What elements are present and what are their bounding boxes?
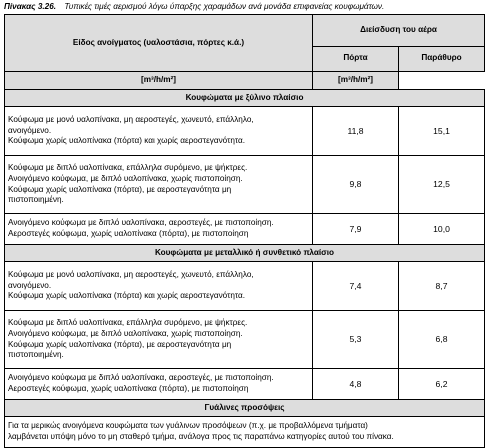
door-value: 9,8 <box>313 156 399 214</box>
header-unit-window: [m³/h/m²] <box>313 72 399 90</box>
row-description <box>5 262 313 311</box>
caption-text: Τυπικές τιμές αερισμού λόγω ύπαρξης χαραμάδων ανά μονάδα επιφανείας κουφωμάτων. <box>64 2 385 11</box>
window-value: 15,1 <box>399 107 485 156</box>
window-value: 10,0 <box>399 214 485 245</box>
description-line: Κούφωμα με διπλό υαλοπίνακα, επάλληλα συρόμενο, με ψήκτρες. <box>8 163 248 173</box>
caption-number: Πίνακας 3.26. <box>4 2 57 11</box>
description-line: Ανοιγόμενο κούφωμα με διπλό υαλοπίνακα, αεροστεγές, με πιστοποίηση. <box>8 218 274 228</box>
door-value: 4,8 <box>313 369 399 400</box>
header-infiltration: Διείσδυση του αέρα <box>313 15 485 47</box>
row-description <box>5 107 313 156</box>
description-line: πιστοποιημένη. <box>8 350 64 360</box>
window-value: 6,8 <box>399 311 485 369</box>
table-row <box>5 156 485 214</box>
note-line: Για τα μερικώς ανοιγόμενα κουφώματα των γυάλινων προσόψεων (π.χ. με προβαλλόμενα τμήματα) <box>8 421 368 431</box>
door-value: 7,4 <box>313 262 399 311</box>
note-line: λαμβάνεται υπόψη μόνο το μη σταθερό τμήμα, ανάλογα προς τις παραπάνω κατηγορίες αυτού του πίνακα. <box>8 432 394 441</box>
description-line: Ανοιγόμενο κούφωμα, με διπλό υαλοπίνακα, χωρίς πιστοποίηση. <box>8 328 243 338</box>
header-opening-type: Είδος ανοίγματος (υαλοστάσια, πόρτες κ.ά.) <box>5 15 313 72</box>
row-description <box>5 369 313 400</box>
description-line: Κούφωμα με διπλό υαλοπίνακα, επάλληλα συρόμενο, με ψήκτρες. <box>8 318 248 328</box>
description-line: Ανοιγόμενο κούφωμα, με διπλό υαλοπίνακα, χωρίς πιστοποίηση. <box>8 173 243 183</box>
header-window: Παράθυρο <box>399 46 485 72</box>
description-line: Αεροστεγές κούφωμα, χωρίς υαλοπίνακα (πόρτα), με πιστοποίηση <box>8 384 249 393</box>
row-description <box>5 214 313 245</box>
table-row <box>5 262 485 311</box>
description-line: Αεροστεγές κούφωμα, χωρίς υαλοπίνακα (πόρτα), με πιστοποίηση <box>8 229 249 238</box>
description-line: Κούφωμα με μονό υαλοπίνακα, μη αεροστεγές, χωνευτό, επάλληλο, <box>8 270 254 280</box>
table-row <box>5 369 485 400</box>
window-value: 6,2 <box>399 369 485 400</box>
section-title: Γυάλινες προσόψεις <box>5 400 485 417</box>
door-value: 5,3 <box>313 311 399 369</box>
table-row <box>5 214 485 245</box>
description-line: Κούφωμα χωρίς υαλοπίνακα (πόρτα) και χωρίς αεροστεγανότητα. <box>8 136 246 146</box>
window-value: 12,5 <box>399 156 485 214</box>
row-description <box>5 156 313 214</box>
section-title: Κουφώματα με ξύλινο πλαίσιο <box>5 90 485 107</box>
table-row <box>5 417 485 448</box>
description-line: πιστοποιημένη. <box>8 195 64 205</box>
description-line: Κούφωμα χωρίς υαλοπίνακα (πόρτα) και χωρίς αεροστεγανότητα. <box>8 291 246 301</box>
header-door: Πόρτα <box>313 46 399 72</box>
section-title: Κουφώματα με μεταλλικό ή συνθετικό πλαίσιο <box>5 245 485 262</box>
door-value: 11,8 <box>313 107 399 156</box>
description-line: ανοιγόμενο. <box>8 125 52 135</box>
description-line: Ανοιγόμενο κούφωμα με διπλό υαλοπίνακα, αεροστεγές, με πιστοποίηση. <box>8 373 274 383</box>
infiltration-table <box>4 14 485 448</box>
door-value: 7,9 <box>313 214 399 245</box>
window-value: 8,7 <box>399 262 485 311</box>
description-line: Κούφωμα χωρίς υαλοπίνακα (πόρτα), με αεροστεγανότητα μη <box>8 184 232 194</box>
description-line: Κούφωμα με μονό υαλοπίνακα, μη αεροστεγές, χωνευτό, επάλληλο, <box>8 115 254 125</box>
row-description <box>5 311 313 369</box>
table-caption <box>4 2 384 11</box>
header-unit-door: [m³/h/m²] <box>5 72 313 90</box>
table-row <box>5 311 485 369</box>
description-line: Κούφωμα χωρίς υαλοπίνακα (πόρτα), με αεροστεγανότητα μη <box>8 339 232 349</box>
glass-note <box>5 417 485 448</box>
description-line: ανοιγόμενο. <box>8 280 52 290</box>
table-row <box>5 107 485 156</box>
